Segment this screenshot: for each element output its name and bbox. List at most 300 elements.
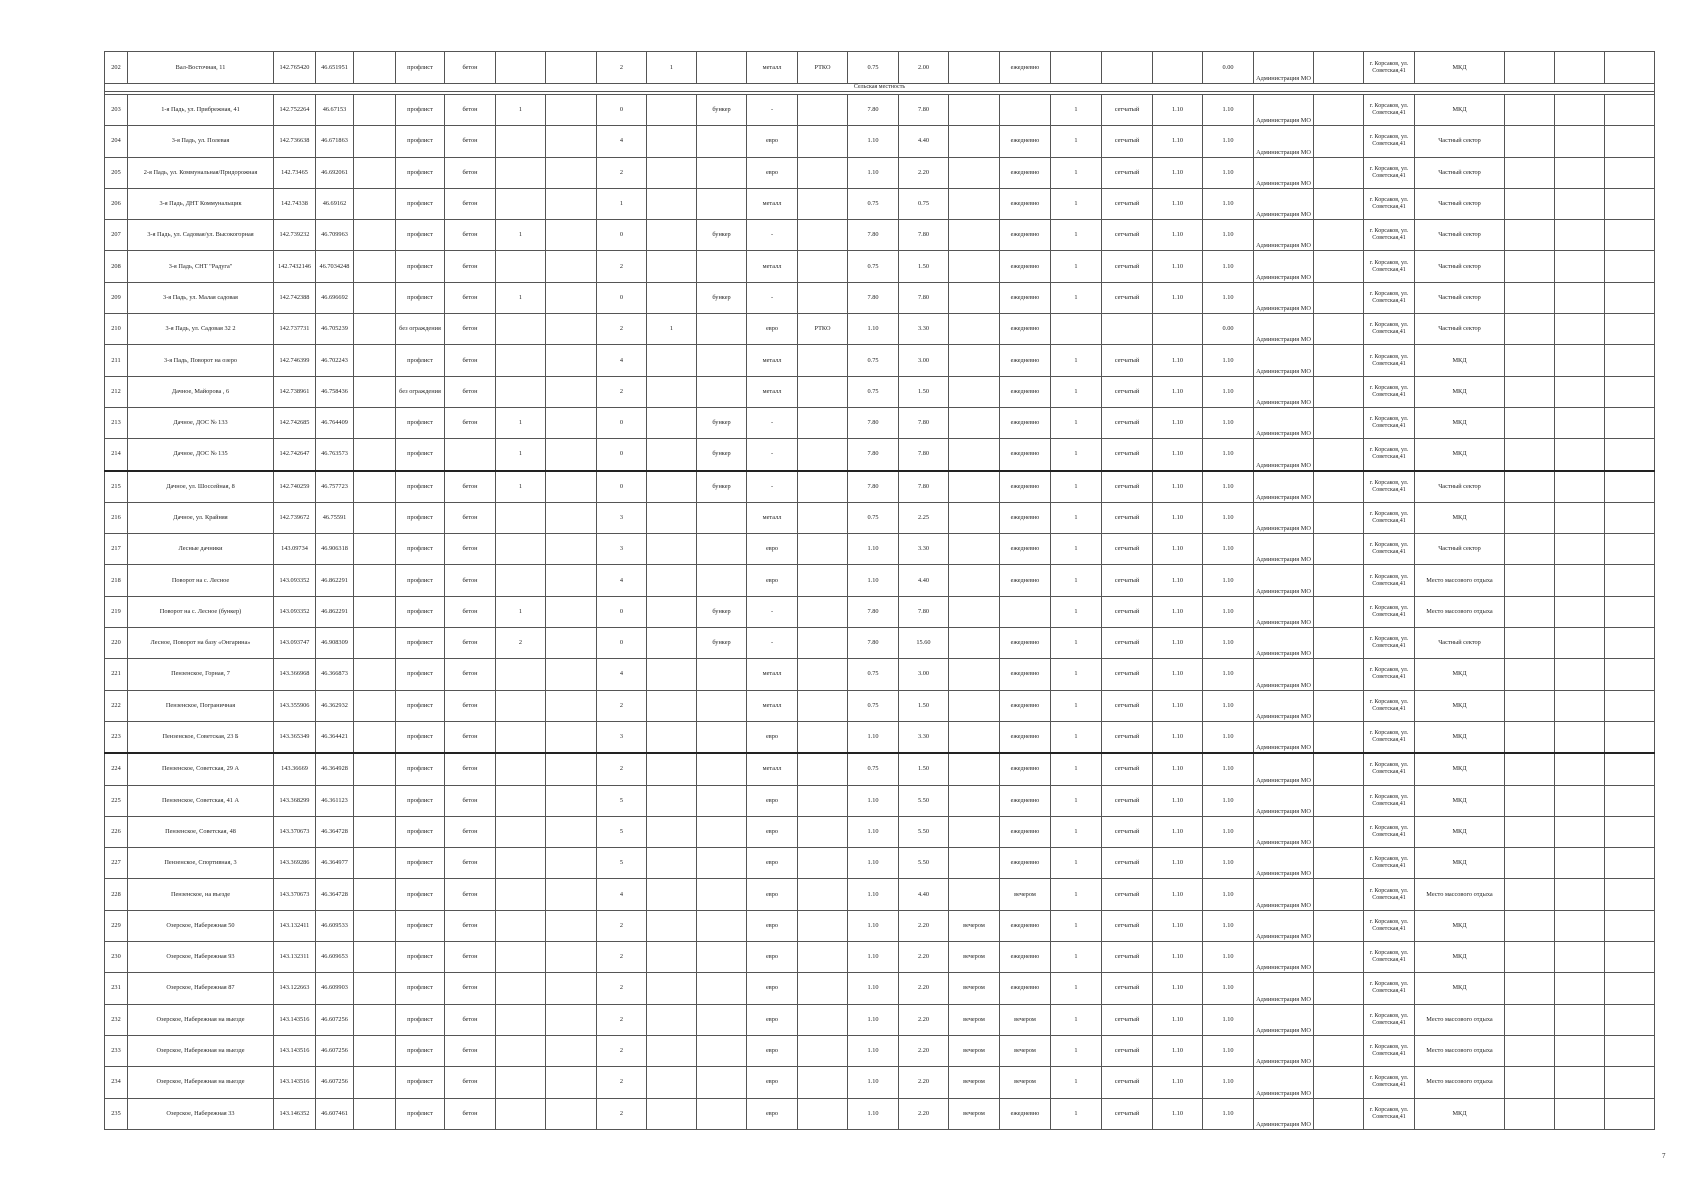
cell-n: 207 [105, 220, 128, 251]
cell-empty [1555, 52, 1605, 84]
cell-lon: 142.7432146 [274, 251, 316, 282]
cell-kvol: 1.10 [1153, 376, 1203, 407]
cell-mat: евро [747, 879, 798, 910]
cell-bunk [697, 188, 747, 219]
cell-kd: 1.10 [1203, 95, 1254, 126]
cell-pv [546, 157, 597, 188]
cell-kvol: 1.10 [1153, 471, 1203, 503]
cell-kgm_vol [798, 188, 848, 219]
cell-per: ежедневно [1000, 52, 1051, 84]
owner-address-line2: Советская,41 [1372, 831, 1406, 838]
cell-kd: 1.10 [1203, 628, 1254, 659]
cell-cont: 2 [597, 753, 647, 785]
cell-per: ежедневно [1000, 282, 1051, 313]
cell-name: Озерское, Набережная 87 [128, 973, 274, 1004]
cell-total: 2.25 [899, 502, 949, 533]
cell-lat: 46.906318 [316, 534, 354, 565]
cell-bunk [697, 721, 747, 753]
cell-kvol: 1.10 [1153, 126, 1203, 157]
cell-lon: 142.765420 [274, 52, 316, 84]
cell-admin: Администрация МО [1254, 95, 1314, 126]
cell-bunk [697, 1098, 747, 1129]
cell-lat: 46.361123 [316, 785, 354, 816]
cell-kd: 1.10 [1203, 376, 1254, 407]
cell-kgm_vol [798, 628, 848, 659]
cell-owner-address [1364, 1004, 1415, 1035]
cell-kd: 1.10 [1203, 973, 1254, 1004]
cell-owner-address [1364, 659, 1415, 690]
cell-admin: Администрация МО [1254, 282, 1314, 313]
cell-pv [546, 879, 597, 910]
cell-src: МКД [1415, 848, 1505, 879]
cell-owner-address [1364, 628, 1415, 659]
cell-mat: - [747, 95, 798, 126]
cell-kvol: 1.10 [1153, 95, 1203, 126]
cell-cont: 2 [597, 1067, 647, 1098]
cell-total: 3.30 [899, 534, 949, 565]
cell-total: 1.50 [899, 376, 949, 407]
cell-admin: Администрация МО [1254, 753, 1314, 785]
owner-address-line1: г. Корсаков, ул. [1369, 60, 1409, 67]
cell-src: Частный сектор [1415, 534, 1505, 565]
table-row [105, 157, 1655, 188]
cell-name: Озерское, Набережная на выезде [128, 1067, 274, 1098]
cell-total: 2.20 [899, 1067, 949, 1098]
cell-fence: профлист [396, 879, 445, 910]
cell-name: Пензенское, Пограничная [128, 690, 274, 721]
cell-kvol: 1.10 [1153, 816, 1203, 847]
cell-src: Место массового отдыха [1415, 1035, 1505, 1066]
cell-empty [1314, 439, 1364, 471]
cell-ktype: сетчатый [1102, 282, 1153, 313]
cell-ob [949, 785, 1000, 816]
cell-base [354, 973, 396, 1004]
cell-empty [1605, 407, 1655, 438]
cell-n: 214 [105, 439, 128, 471]
cell-lon: 142.742685 [274, 407, 316, 438]
cell-empty [1505, 1067, 1555, 1098]
cell-name: 1-я Падь, ул. Прибрежная, 41 [128, 95, 274, 126]
cell-n: 218 [105, 565, 128, 596]
cell-base [354, 942, 396, 973]
cell-empty [1605, 690, 1655, 721]
cell-lon: 143.370673 [274, 879, 316, 910]
cell-kvol: 1.10 [1153, 188, 1203, 219]
cell-ks: 1 [1051, 1004, 1102, 1035]
cell-kvol: 1.10 [1153, 690, 1203, 721]
page-number: 7 [1662, 1152, 1666, 1160]
cell-mat: евро [747, 785, 798, 816]
cell-base [354, 314, 396, 345]
cell-src: Частный сектор [1415, 282, 1505, 313]
cell-vol: 0.75 [848, 345, 899, 376]
cell-empty [1505, 1004, 1555, 1035]
cell-mat: металл [747, 502, 798, 533]
cell-kgm_vol [798, 407, 848, 438]
cell-pc: 1 [496, 407, 546, 438]
cell-kd: 1.10 [1203, 785, 1254, 816]
cell-empty [1605, 534, 1655, 565]
cell-name: Озерское, Набережная 50 [128, 910, 274, 941]
cell-kgm [647, 721, 697, 753]
cell-empty [1505, 157, 1555, 188]
cell-ob [949, 251, 1000, 282]
cell-fence: профлист [396, 157, 445, 188]
cell-kvol: 1.10 [1153, 628, 1203, 659]
cell-vol: 0.75 [848, 188, 899, 219]
cell-ob: вечером [949, 1098, 1000, 1129]
cell-cover: бетон [445, 282, 496, 313]
cell-total: 3.30 [899, 314, 949, 345]
cell-pv [546, 1067, 597, 1098]
cell-kd: 1.10 [1203, 439, 1254, 471]
cell-base [354, 282, 396, 313]
cell-pc [496, 376, 546, 407]
cell-admin: Администрация МО [1254, 157, 1314, 188]
cell-bunk: бункер [697, 407, 747, 438]
cell-vol: 1.10 [848, 973, 899, 1004]
cell-pc: 2 [496, 628, 546, 659]
cell-pc [496, 659, 546, 690]
cell-kgm [647, 502, 697, 533]
cell-per: ежедневно [1000, 157, 1051, 188]
cell-fence: профлист [396, 471, 445, 503]
cell-empty [1505, 471, 1555, 503]
owner-address-line1: г. Корсаков, ул. [1369, 353, 1409, 360]
cell-pv [546, 628, 597, 659]
cell-admin: Администрация МО [1254, 534, 1314, 565]
cell-cont: 2 [597, 251, 647, 282]
cell-ktype: сетчатый [1102, 188, 1153, 219]
cell-ktype: сетчатый [1102, 126, 1153, 157]
cell-total: 1.50 [899, 251, 949, 282]
cell-kgm [647, 942, 697, 973]
cell-n: 225 [105, 785, 128, 816]
cell-ob [949, 596, 1000, 627]
cell-empty [1605, 157, 1655, 188]
cell-base [354, 910, 396, 941]
owner-address-line1: г. Корсаков, ул. [1369, 730, 1409, 737]
cell-ks: 1 [1051, 690, 1102, 721]
cell-cont: 2 [597, 157, 647, 188]
cell-pc [496, 753, 546, 785]
cell-empty [1605, 565, 1655, 596]
cell-cont: 2 [597, 52, 647, 84]
cell-ktype: сетчатый [1102, 1004, 1153, 1035]
cell-fence: без ограждения [396, 314, 445, 345]
cell-total: 2.20 [899, 157, 949, 188]
cell-empty [1555, 502, 1605, 533]
cell-per: ежедневно [1000, 942, 1051, 973]
cell-ks: 1 [1051, 879, 1102, 910]
owner-address-line2: Советская,41 [1372, 1113, 1406, 1120]
cell-owner-address [1364, 345, 1415, 376]
cell-n: 202 [105, 52, 128, 84]
cell-cover: бетон [445, 848, 496, 879]
cell-lon: 143.365349 [274, 721, 316, 753]
cell-cont: 3 [597, 534, 647, 565]
cell-pv [546, 251, 597, 282]
cell-lat: 46.609533 [316, 910, 354, 941]
table-row [105, 314, 1655, 345]
cell-n: 234 [105, 1067, 128, 1098]
cell-bunk [697, 659, 747, 690]
cell-lon: 143.143516 [274, 1067, 316, 1098]
cell-pv [546, 534, 597, 565]
cell-src: МКД [1415, 439, 1505, 471]
cell-bunk [697, 816, 747, 847]
owner-address-line1: г. Корсаков, ул. [1369, 103, 1409, 110]
cell-kgm_vol [798, 220, 848, 251]
table-row [105, 95, 1655, 126]
cell-ktype: сетчатый [1102, 628, 1153, 659]
cell-ks: 1 [1051, 407, 1102, 438]
cell-cont: 4 [597, 659, 647, 690]
owner-address-line1: г. Корсаков, ул. [1369, 447, 1409, 454]
cell-n: 219 [105, 596, 128, 627]
owner-address-line2: Советская,41 [1372, 957, 1406, 964]
cell-fence: профлист [396, 942, 445, 973]
cell-ks: 1 [1051, 628, 1102, 659]
registry-table [104, 51, 1655, 1130]
cell-pc [496, 848, 546, 879]
cell-kgm [647, 95, 697, 126]
table-row [105, 439, 1655, 471]
cell-empty [1314, 502, 1364, 533]
cell-per: вечером [1000, 1035, 1051, 1066]
cell-kgm [647, 628, 697, 659]
cell-kvol: 1.10 [1153, 1098, 1203, 1129]
cell-kvol: 1.10 [1153, 596, 1203, 627]
cell-total: 2.20 [899, 1098, 949, 1129]
cell-empty [1505, 220, 1555, 251]
cell-kgm: 1 [647, 52, 697, 84]
cell-lon: 143.143516 [274, 1035, 316, 1066]
cell-ks: 1 [1051, 345, 1102, 376]
cell-vol: 1.10 [848, 157, 899, 188]
owner-address-line2: Советская,41 [1372, 580, 1406, 587]
cell-name: 2-я Падь, ул. Коммунальная/Придорожная [128, 157, 274, 188]
cell-per: ежедневно [1000, 251, 1051, 282]
cell-src: МКД [1415, 690, 1505, 721]
cell-kd: 1.10 [1203, 659, 1254, 690]
cell-mat: - [747, 220, 798, 251]
cell-owner-address [1364, 785, 1415, 816]
cell-pv [546, 314, 597, 345]
cell-cover: бетон [445, 785, 496, 816]
cell-kgm_vol [798, 471, 848, 503]
cell-ktype: сетчатый [1102, 565, 1153, 596]
cell-fence: профлист [396, 848, 445, 879]
cell-empty [1314, 534, 1364, 565]
cell-bunk [697, 785, 747, 816]
table-row [105, 52, 1655, 84]
cell-base [354, 502, 396, 533]
cell-kvol: 1.10 [1153, 785, 1203, 816]
table-row [105, 1098, 1655, 1129]
cell-empty [1314, 973, 1364, 1004]
cell-kvol: 1.10 [1153, 721, 1203, 753]
cell-kgm_vol [798, 345, 848, 376]
owner-address-line1: г. Корсаков, ул. [1369, 511, 1409, 517]
cell-ob: вечером [949, 942, 1000, 973]
cell-base [354, 188, 396, 219]
cell-vol: 1.10 [848, 1098, 899, 1129]
cell-kgm_vol [798, 721, 848, 753]
cell-bunk: бункер [697, 439, 747, 471]
cell-kgm_vol [798, 502, 848, 533]
cell-kgm [647, 188, 697, 219]
cell-ob [949, 565, 1000, 596]
cell-empty [1605, 439, 1655, 471]
cell-total: 7.80 [899, 95, 949, 126]
cell-empty [1505, 565, 1555, 596]
cell-ktype: сетчатый [1102, 721, 1153, 753]
cell-kvol: 1.10 [1153, 251, 1203, 282]
cell-pv [546, 721, 597, 753]
cell-ks: 1 [1051, 471, 1102, 503]
cell-vol: 0.75 [848, 690, 899, 721]
cell-base [354, 95, 396, 126]
table-row [105, 753, 1655, 785]
cell-src: МКД [1415, 407, 1505, 438]
cell-lon: 143.368299 [274, 785, 316, 816]
cell-fence: профлист [396, 659, 445, 690]
cell-ob [949, 126, 1000, 157]
cell-base [354, 1035, 396, 1066]
cell-cover: бетон [445, 816, 496, 847]
cell-kgm_vol [798, 376, 848, 407]
owner-address-line1: г. Корсаков, ул. [1369, 1044, 1409, 1051]
cell-per: ежедневно [1000, 816, 1051, 847]
cell-lat: 46.705239 [316, 314, 354, 345]
cell-pc [496, 1004, 546, 1035]
cell-empty [1505, 502, 1555, 533]
cell-n: 229 [105, 910, 128, 941]
cell-ktype: сетчатый [1102, 973, 1153, 1004]
cell-lon: 143.093747 [274, 628, 316, 659]
cell-lat: 46.364421 [316, 721, 354, 753]
cell-cover: бетон [445, 753, 496, 785]
cell-pv [546, 220, 597, 251]
cell-mat: евро [747, 565, 798, 596]
table-row [105, 879, 1655, 910]
cell-n: 211 [105, 345, 128, 376]
cell-cover: бетон [445, 188, 496, 219]
cell-empty [1505, 345, 1555, 376]
cell-base [354, 721, 396, 753]
cell-total: 2.00 [899, 52, 949, 84]
cell-vol: 1.10 [848, 565, 899, 596]
cell-pv [546, 942, 597, 973]
cell-base [354, 534, 396, 565]
cell-ktype: сетчатый [1102, 1035, 1153, 1066]
cell-src: МКД [1415, 376, 1505, 407]
cell-kvol: 1.10 [1153, 659, 1203, 690]
cell-kgm [647, 126, 697, 157]
cell-empty [1555, 251, 1605, 282]
cell-lon: 142.739232 [274, 220, 316, 251]
cell-vol: 1.10 [848, 848, 899, 879]
cell-bunk: бункер [697, 95, 747, 126]
cell-kvol: 1.10 [1153, 1004, 1203, 1035]
table-row [105, 942, 1655, 973]
cell-fence: профлист [396, 1067, 445, 1098]
cell-n: 228 [105, 879, 128, 910]
cell-kvol: 1.10 [1153, 157, 1203, 188]
cell-cont: 4 [597, 345, 647, 376]
cell-cont: 0 [597, 596, 647, 627]
cell-bunk [697, 879, 747, 910]
cell-ob: вечером [949, 1067, 1000, 1098]
cell-mat: евро [747, 721, 798, 753]
cell-kvol: 1.10 [1153, 439, 1203, 471]
cell-lat: 46.364728 [316, 879, 354, 910]
cell-owner-address [1364, 1098, 1415, 1129]
cell-pc [496, 565, 546, 596]
cell-lat: 46.671863 [316, 126, 354, 157]
cell-bunk [697, 1004, 747, 1035]
owner-address-line1: г. Корсаков, ул. [1369, 228, 1409, 235]
cell-empty [1314, 188, 1364, 219]
cell-name: Дачное, Майорова , 6 [128, 376, 274, 407]
cell-fence: профлист [396, 565, 445, 596]
cell-empty [1555, 188, 1605, 219]
cell-cover: бетон [445, 1004, 496, 1035]
cell-ks: 1 [1051, 942, 1102, 973]
cell-kgm [647, 753, 697, 785]
cell-fence: профлист [396, 282, 445, 313]
cell-kgm [647, 816, 697, 847]
cell-pc: 1 [496, 95, 546, 126]
cell-mat: - [747, 471, 798, 503]
cell-total: 5.50 [899, 816, 949, 847]
owner-address-line1: г. Корсаков, ул. [1369, 636, 1409, 643]
cell-empty [1314, 251, 1364, 282]
cell-ktype: сетчатый [1102, 376, 1153, 407]
cell-name: Пензенское, Советская, 48 [128, 816, 274, 847]
cell-pc [496, 942, 546, 973]
cell-fence: профлист [396, 628, 445, 659]
cell-ktype: сетчатый [1102, 502, 1153, 533]
cell-cont: 0 [597, 95, 647, 126]
cell-name: Поворот на с. Лесное (бункер) [128, 596, 274, 627]
owner-address-line1: г. Корсаков, ул. [1369, 322, 1409, 329]
cell-admin: Администрация МО [1254, 721, 1314, 753]
cell-n: 227 [105, 848, 128, 879]
cell-admin: Администрация МО [1254, 596, 1314, 627]
cell-ks: 1 [1051, 753, 1102, 785]
cell-base [354, 659, 396, 690]
cell-kd: 1.10 [1203, 879, 1254, 910]
cell-lat: 46.757723 [316, 471, 354, 503]
cell-vol: 1.10 [848, 721, 899, 753]
cell-kd: 1.10 [1203, 188, 1254, 219]
cell-ks: 1 [1051, 973, 1102, 1004]
owner-address-line2: Советская,41 [1372, 67, 1406, 74]
cell-kgm_vol [798, 690, 848, 721]
cell-lat: 46.364977 [316, 848, 354, 879]
cell-owner-address [1364, 126, 1415, 157]
cell-name: Дачное, ул. Шоссейная, 8 [128, 471, 274, 503]
cell-empty [1314, 1035, 1364, 1066]
cell-admin: Администрация МО [1254, 848, 1314, 879]
cell-name: Озерское, Набережная на выезде [128, 1004, 274, 1035]
cell-admin: Администрация МО [1254, 52, 1314, 84]
cell-kd: 1.10 [1203, 753, 1254, 785]
cell-per: ежедневно [1000, 659, 1051, 690]
cell-empty [1605, 251, 1655, 282]
